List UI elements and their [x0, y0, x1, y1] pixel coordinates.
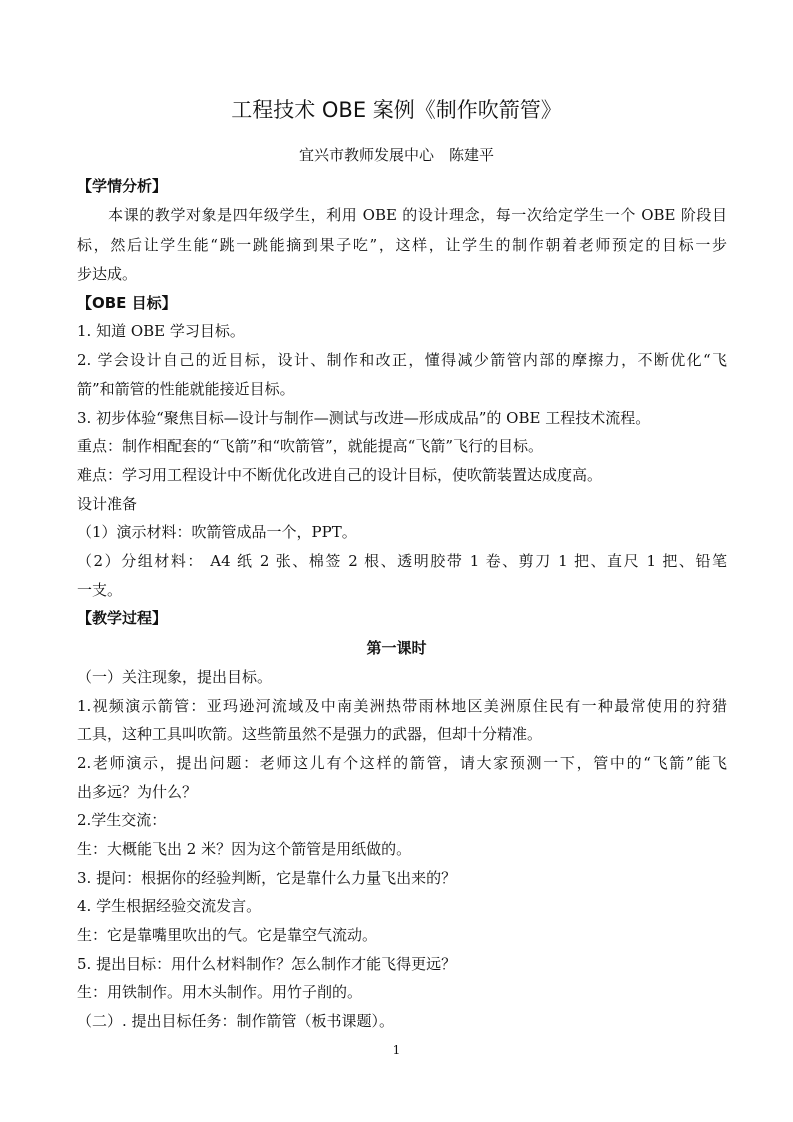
- analysis-paragraph-line: 步达成。: [77, 265, 138, 283]
- lesson-item: 生：用铁制作。用木头制作。用竹子削的。: [77, 983, 363, 1001]
- lesson-item: 出多远？为什么？: [77, 783, 198, 801]
- step-heading: （二）. 提出目标任务：制作箭管（板书课题）。: [77, 1012, 395, 1030]
- lesson-item: 工具，这种工具叫吹箭。这些箭虽然不是强力的武器，但却十分精准。: [77, 725, 543, 743]
- page-number: 1: [392, 1043, 401, 1057]
- key-point: 重点：制作相配套的“飞箭”和“吹箭管”，就能提高“飞箭”飞行的目标。: [77, 437, 544, 455]
- lesson-item: 1.视频演示箭管：亚玛逊河流域及中南美洲热带雨林地区美洲原住民有一种最常使用的狩猎: [77, 697, 727, 715]
- lesson-item: 生：它是靠嘴里吹出的气。它是靠空气流动。: [77, 926, 378, 944]
- goal-item: 箭”和箭管的性能就能接近目标。: [77, 380, 295, 398]
- lesson-item: 5. 提出目标：用什么材料制作？怎么制作才能飞得更远？: [77, 955, 457, 973]
- goal-item: 1. 知道 OBE 学习目标。: [77, 322, 245, 340]
- process-heading: 【教学过程】: [77, 609, 168, 627]
- goal-item: 3. 初步体验“聚焦目标—设计与制作—测试与改进—形成成品”的 OBE 工程技术流程。: [77, 409, 651, 427]
- lesson-item: 4. 学生根据经验交流发言。: [77, 897, 262, 915]
- goal-item: 2. 学会设计自己的近目标，设计、制作和改正，懂得减少箭管内部的摩擦力，不断优化“飞: [77, 351, 727, 369]
- lesson-item: 生：大概能飞出 2 米？因为这个箭管是用纸做的。: [77, 840, 412, 858]
- analysis-paragraph-line: 标，然后让学生能“跳一跳能摘到果子吃”，这样，让学生的制作朝着老师预定的目标一步: [77, 236, 727, 254]
- lesson-item: 2.学生交流：: [77, 811, 167, 829]
- analysis-heading: 【学情分析】: [77, 177, 168, 195]
- prep-item: 一支。: [77, 581, 123, 599]
- prep-item: （1）演示材料：吹箭管成品一个，PPT。: [77, 523, 357, 541]
- lesson-item: 2.老师演示，提出问题：老师这儿有个这样的箭管，请大家预测一下，管中的“飞箭”能飞: [77, 754, 727, 772]
- prep-heading: 设计准备: [77, 495, 138, 513]
- prep-item: （2）分组材料： A4 纸 2 张、棉签 2 根、透明胶带 1 卷、剪刀 1 把、直尺 1 把、铅笔: [77, 552, 727, 570]
- document-title: 工程技术 OBE 案例《制作吹箭管》: [231, 98, 562, 122]
- lesson-title: 第一课时: [366, 639, 427, 657]
- goal-heading: 【OBE 目标】: [77, 294, 177, 312]
- analysis-paragraph-line: 本课的教学对象是四年级学生，利用 OBE 的设计理念，每一次给定学生一个 OBE 阶段目: [77, 206, 727, 224]
- author-line: 宜兴市教师发展中心 陈建平: [298, 146, 494, 164]
- step-heading: （一）关注现象，提出目标。: [77, 668, 273, 686]
- difficult-point: 难点：学习用工程设计中不断优化改进自己的设计目标，使吹箭装置达成度高。: [77, 466, 603, 484]
- lesson-item: 3. 提问：根据你的经验判断，它是靠什么力量飞出来的？: [77, 869, 457, 887]
